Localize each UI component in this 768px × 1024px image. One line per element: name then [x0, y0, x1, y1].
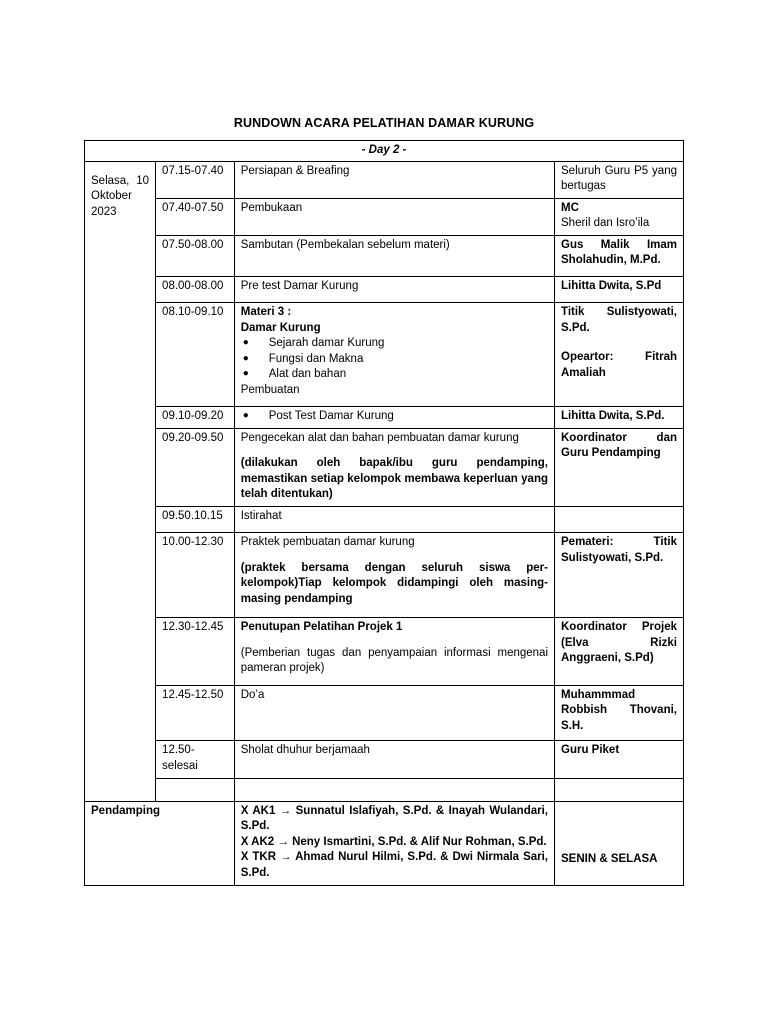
pic-cell: Gus Malik Imam Sholahudin, M.Pd. [555, 235, 684, 276]
list-item: ● Alat dan bahan [241, 367, 548, 383]
pic-operator: Opeartor: Fitrah Amaliah [561, 351, 677, 379]
rundown-table [84, 140, 684, 886]
time-cell: 07.15-07.40 [156, 161, 235, 198]
schedule-text: SENIN & SELASA [561, 852, 658, 865]
empty-cell [234, 778, 554, 801]
activity-cell: Pembukaan [234, 198, 554, 235]
activity-cell: Persiapan & Breafing [234, 161, 554, 198]
time-cell: 10.00-12.30 [156, 533, 235, 618]
pendamping-schedule [555, 801, 684, 886]
material-list [241, 336, 548, 383]
pic-role: MC [561, 201, 579, 214]
empty-row [85, 778, 684, 801]
pendamping-list [234, 801, 554, 886]
table-row [85, 303, 684, 407]
date-cell [85, 161, 156, 801]
activity-cell: Istirahat [234, 506, 554, 533]
activity-cell [234, 428, 554, 506]
list-item: ● Fungsi dan Makna [241, 352, 548, 368]
table-row [85, 407, 684, 429]
document-title: RUNDOWN ACARA PELATIHAN DAMAR KURUNG [233, 116, 535, 130]
activity-cell: Pre test Damar Kurung [234, 276, 554, 303]
activity-cell: Do’a [234, 685, 554, 741]
pendamping-line: X AK1 → Sunnatul Islafiyah, S.Pd. & Inayah Wulandari, S.Pd. [240, 804, 548, 833]
table-row [85, 533, 684, 618]
table-row [85, 685, 684, 741]
day-label: - Day 2 - [85, 141, 684, 162]
activity-cell: Sholat dhuhur berjamaah [234, 741, 554, 778]
posttest-list [241, 409, 548, 425]
pic-speaker: Titik Sulistyowati, S.Pd. [561, 306, 677, 334]
activity-cell [234, 407, 554, 429]
activity-cell [234, 618, 554, 686]
time-cell: 09.10-09.20 [156, 407, 235, 429]
activity-note: (dilakukan oleh bapak/ibu guru pendamping, memastikan setiap kelompok membawa keperluan yang telah ditentukan) [240, 457, 548, 501]
time-cell: 08.10-09.10 [156, 303, 235, 407]
material-title: Materi 3 : [240, 306, 292, 319]
table-row [85, 506, 684, 533]
pic-cell [555, 506, 684, 533]
pic-cell: Koordinator Projek (Elva Rizki Anggraeni, S.Pd) [555, 618, 684, 686]
list-item: ● Sejarah damar Kurung [241, 336, 548, 352]
time-cell: 12.50-selesai [156, 741, 235, 778]
activity-main: Praktek pembuatan damar kurung [240, 536, 415, 549]
pendamping-line: X AK2 → Neny Ismartini, S.Pd. & Alif Nur Rohman, S.Pd. [240, 835, 547, 848]
pic-cell [555, 198, 684, 235]
time-cell: 09.20-09.50 [156, 428, 235, 506]
empty-cell [555, 778, 684, 801]
table-row [85, 161, 684, 198]
pic-names: Sheril dan Isro’ila [561, 217, 650, 230]
activity-main: Penutupan Pelatihan Projek 1 [240, 621, 403, 634]
time-cell: 09.50.10.15 [156, 506, 235, 533]
time-cell: 12.45-12.50 [156, 685, 235, 741]
pic-cell: Lihitta Dwita, S.Pd [555, 276, 684, 303]
table-row [85, 198, 684, 235]
table-row [85, 276, 684, 303]
pendamping-line: X TKR → Ahmad Nurul Hilmi, S.Pd. & Dwi Nirmala Sari, S.Pd. [240, 851, 548, 879]
pic-cell [555, 303, 684, 407]
table-row [85, 428, 684, 506]
pendamping-row [85, 801, 684, 886]
time-cell: 12.30-12.45 [156, 618, 235, 686]
activity-main: Pengecekan alat dan bahan pembuatan damar kurung [240, 431, 519, 444]
pic-cell: Pemateri: Titik Sulistyowati, S.Pd. [555, 533, 684, 618]
event-date: Selasa, 10 Oktober 2023 [91, 174, 150, 218]
material-tail: Pembuatan [240, 383, 300, 396]
pic-cell: Muhammmad Robbish Thovani, S.H. [555, 685, 684, 741]
table-row [85, 618, 684, 686]
time-cell: 08.00-08.00 [156, 276, 235, 303]
material-subtitle: Damar Kurung [240, 321, 321, 334]
pendamping-label: Pendamping [85, 801, 235, 886]
time-cell: 07.50-08.00 [156, 235, 235, 276]
activity-note: (Pemberian tugas dan penyampaian informasi mengenai pameran projek) [240, 646, 548, 675]
pic-cell: Guru Piket [555, 741, 684, 778]
day-header-row [85, 141, 684, 162]
activity-cell [234, 533, 554, 618]
list-item: ● Post Test Damar Kurung [241, 409, 548, 425]
activity-cell [234, 303, 554, 407]
table-row [85, 235, 684, 276]
time-cell: 07.40-07.50 [156, 198, 235, 235]
pic-cell: Koordinator dan Guru Pendamping [555, 428, 684, 506]
activity-cell: Sambutan (Pembekalan sebelum materi) [234, 235, 554, 276]
pic-cell: Lihitta Dwita, S.Pd. [555, 407, 684, 429]
table-row [85, 741, 684, 778]
empty-cell [156, 778, 235, 801]
pic-cell: Seluruh Guru P5 yang bertugas [555, 161, 684, 198]
activity-note: (praktek bersama dengan seluruh siswa per-kelompok)Tiap kelompok didampingi oleh masing-masing pendamping [240, 561, 548, 605]
